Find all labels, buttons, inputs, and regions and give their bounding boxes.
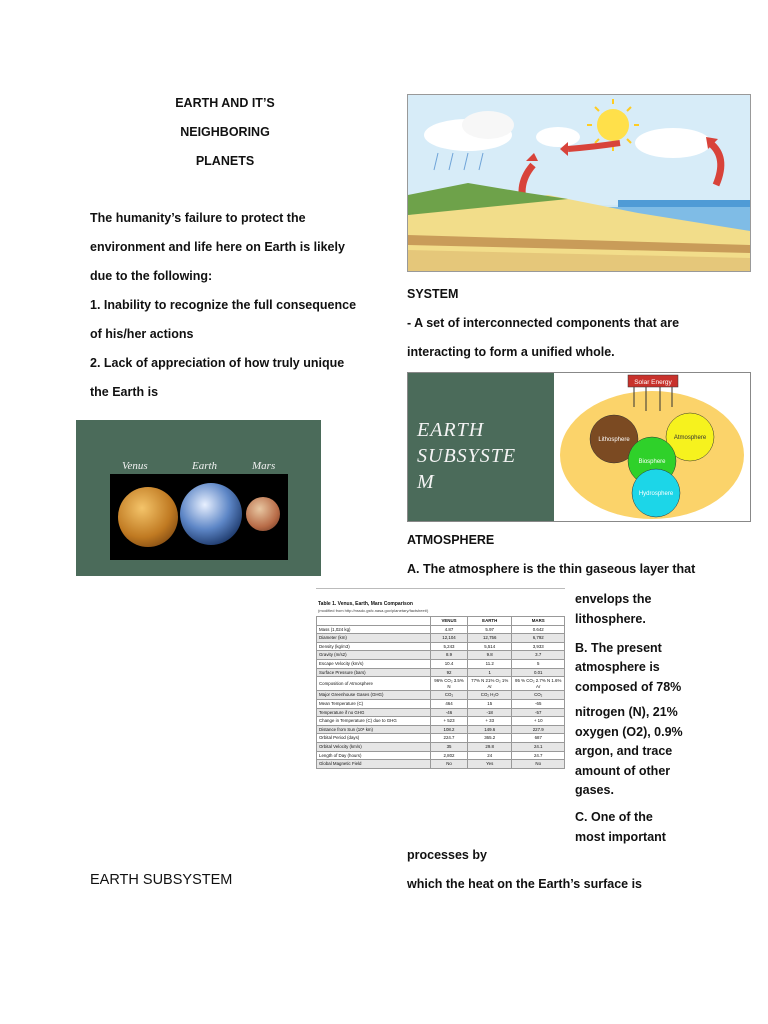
intro-line: of his/her actions bbox=[90, 327, 194, 341]
table-row bbox=[317, 677, 565, 691]
table-cell: 6,792 bbox=[512, 634, 565, 643]
earth-subsystem-heading: EARTH SUBSYSTEM bbox=[90, 872, 233, 888]
table-cell: 227.9 bbox=[512, 725, 565, 734]
system-heading: SYSTEM bbox=[407, 287, 459, 301]
table-cell: -57 bbox=[512, 708, 565, 717]
table-cell: 3.7 bbox=[512, 651, 565, 660]
table-cell: 8.9 bbox=[431, 651, 468, 660]
table-row bbox=[317, 659, 565, 668]
mars-label: Mars bbox=[252, 460, 276, 472]
table-cell: 5 bbox=[512, 659, 565, 668]
water-cycle-image bbox=[407, 94, 751, 272]
table-row-label: Escape Velocity (km/s) bbox=[317, 659, 431, 668]
earth-icon bbox=[180, 483, 242, 545]
table-header-cell: MARS bbox=[512, 617, 565, 626]
intro-paragraph bbox=[90, 211, 360, 400]
comparison-table bbox=[316, 616, 565, 769]
atmosphere-bottom-line-1: processes by bbox=[407, 848, 487, 862]
table-row bbox=[317, 651, 565, 660]
atmosphere-line: amount of other bbox=[575, 763, 671, 778]
table-row-label: Surface Pressure (bars) bbox=[317, 668, 431, 677]
subsystem-title bbox=[417, 417, 516, 495]
atmosphere-heading: ATMOSPHERE bbox=[407, 533, 495, 547]
venus-label: Venus bbox=[122, 460, 148, 472]
table-cell: 24.1 bbox=[512, 742, 565, 751]
table-cell: 15 bbox=[467, 699, 512, 708]
table-cell: -46 bbox=[431, 708, 468, 717]
table-row-label: Temperature if no GHG bbox=[317, 708, 431, 717]
earth-label: Earth bbox=[192, 460, 218, 472]
table-cell: 24 bbox=[467, 751, 512, 760]
intro-line: 2. Lack of appreciation of how truly unique bbox=[90, 356, 345, 370]
table-row bbox=[317, 751, 565, 760]
atmosphere-line: atmosphere is bbox=[575, 660, 660, 674]
table-cell: 5.97 bbox=[467, 625, 512, 634]
table-cell: 5,243 bbox=[431, 642, 468, 651]
intro-line: environment and life here on Earth is likely bbox=[90, 240, 345, 254]
atmosphere-line: lithosphere. bbox=[575, 611, 646, 626]
table-row-label: Major Greenhouse Gases (GHG) bbox=[317, 691, 431, 700]
table-row bbox=[317, 668, 565, 677]
atmosphere-line: most important bbox=[575, 829, 666, 844]
table-row-label: Mass (1,024 kg) bbox=[317, 625, 431, 634]
subsystem-title-line: SUBSYSTE bbox=[417, 445, 517, 467]
atmosphere-bottom-line-2: which the heat on the Earth’s surface is bbox=[407, 877, 643, 891]
table-cell: 149.6 bbox=[467, 725, 512, 734]
table-cell: 77% N 21% O₂ 1% Ar bbox=[467, 677, 512, 691]
table-cell: + 33 bbox=[467, 717, 512, 726]
subsystem-title-panel bbox=[408, 373, 554, 521]
table-cell: CO₂ H₂O bbox=[467, 691, 512, 700]
atmosphere-line: envelops the bbox=[575, 592, 652, 606]
table-subcaption: (modified from http://nssdc.gsfc.nasa.gov/planetary/factsheet/) bbox=[318, 608, 429, 613]
table-cell: 12,756 bbox=[467, 634, 512, 643]
water-cycle-illustration bbox=[408, 95, 750, 271]
table-row-label: Global Magnetic Field bbox=[317, 760, 431, 769]
table-row bbox=[317, 734, 565, 743]
table-body bbox=[317, 625, 565, 768]
table-cell: 29.8 bbox=[467, 742, 512, 751]
table-row bbox=[317, 691, 565, 700]
biosphere-label: Biosphere bbox=[638, 459, 666, 465]
intro-line: the Earth is bbox=[90, 385, 159, 399]
title-line-3: PLANETS bbox=[195, 154, 255, 168]
atmosphere-line: C. One of the bbox=[575, 810, 653, 824]
intro-line: due to the following: bbox=[90, 269, 213, 283]
table-cell: 9.8 bbox=[467, 651, 512, 660]
table-row-label: Orbital Period (days) bbox=[317, 734, 431, 743]
title-line-2: NEIGHBORING bbox=[180, 125, 270, 139]
table-caption: Table 1. Venus, Earth, Mars Comparison bbox=[318, 601, 413, 607]
table-header-cell bbox=[317, 617, 431, 626]
table-cell: 92 bbox=[431, 668, 468, 677]
table-row-label: Distance from Sun (10⁶ km) bbox=[317, 725, 431, 734]
table-row bbox=[317, 699, 565, 708]
table-header-row bbox=[317, 617, 565, 626]
table-row bbox=[317, 717, 565, 726]
table-cell: Yes bbox=[467, 760, 512, 769]
table-cell: No bbox=[431, 760, 468, 769]
table-row bbox=[317, 634, 565, 643]
table-row-label: Diameter (km) bbox=[317, 634, 431, 643]
table-cell: 1 bbox=[467, 668, 512, 677]
planet-comparison-table bbox=[316, 588, 565, 821]
planets-photo bbox=[110, 474, 288, 560]
table-header-cell: EARTH bbox=[467, 617, 512, 626]
subsystem-diagram bbox=[554, 373, 750, 521]
table-cell: 12,104 bbox=[431, 634, 468, 643]
table-cell: CO₂ bbox=[512, 691, 565, 700]
intro-line: The humanity’s failure to protect the bbox=[90, 211, 306, 225]
mars-icon bbox=[246, 497, 280, 531]
table-cell: 2,802 bbox=[431, 751, 468, 760]
table-row-label: Length of Day (hours) bbox=[317, 751, 431, 760]
atmosphere-right-text-1 bbox=[575, 592, 725, 695]
atmosphere-line: B. The present bbox=[575, 640, 662, 655]
table-cell: 687 bbox=[512, 734, 565, 743]
table-cell: 35 bbox=[431, 742, 468, 751]
table-cell: 0.01 bbox=[512, 668, 565, 677]
solar-energy-label: Solar Energy bbox=[634, 379, 672, 386]
table-header-cell: VENUS bbox=[431, 617, 468, 626]
table-cell: 95 % CO₂ 2.7% N 1.6% Ar bbox=[512, 677, 565, 691]
table-cell: 4.87 bbox=[431, 625, 468, 634]
atmosphere-sphere-label: Atmosphere bbox=[673, 435, 707, 441]
table-row-label: Density (kg/m3) bbox=[317, 642, 431, 651]
intro-line: 1. Inability to recognize the full consequence bbox=[90, 298, 357, 312]
table-row-label: Mean Temperature (C) bbox=[317, 699, 431, 708]
page-title bbox=[150, 96, 300, 169]
table-cell: 96% CO₂ 3.5% N bbox=[431, 677, 468, 691]
table-row bbox=[317, 708, 565, 717]
table-row bbox=[317, 642, 565, 651]
atmosphere-line: argon, and trace bbox=[575, 744, 673, 758]
planets-image bbox=[76, 420, 321, 576]
system-line: - A set of interconnected components that are bbox=[407, 316, 680, 330]
table-row-label: Gravity (m/s2) bbox=[317, 651, 431, 660]
atmosphere-line: oxygen (O2), 0.9% bbox=[575, 724, 683, 739]
table-row bbox=[317, 625, 565, 634]
table-cell: 365.2 bbox=[467, 734, 512, 743]
atmosphere-right-text-2 bbox=[575, 705, 725, 798]
atmosphere-line: composed of 78% bbox=[575, 679, 682, 694]
system-definition bbox=[407, 316, 737, 360]
table-row bbox=[317, 760, 565, 769]
table-cell: 11.2 bbox=[467, 659, 512, 668]
table-row bbox=[317, 742, 565, 751]
lithosphere-label: Lithosphere bbox=[598, 437, 630, 443]
system-line: interacting to form a unified whole. bbox=[407, 345, 615, 359]
table-cell: No bbox=[512, 760, 565, 769]
atmosphere-line: gases. bbox=[575, 783, 614, 797]
table-cell: 0.642 bbox=[512, 625, 565, 634]
earth-subsystem-image bbox=[407, 372, 751, 522]
table-cell: 3,933 bbox=[512, 642, 565, 651]
table-cell: CO₂ bbox=[431, 691, 468, 700]
title-line-1: EARTH AND IT’S bbox=[175, 96, 275, 110]
table-cell: 224.7 bbox=[431, 734, 468, 743]
table-cell: + 10 bbox=[512, 717, 565, 726]
venus-icon bbox=[118, 487, 178, 547]
table-row-label: Orbital Velocity (km/s) bbox=[317, 742, 431, 751]
atmosphere-line: nitrogen (N), 21% bbox=[575, 705, 678, 719]
subsystem-title-line: EARTH bbox=[417, 419, 485, 441]
table-row-label: Change in Temperature (C) due to GHG bbox=[317, 717, 431, 726]
table-cell: + 523 bbox=[431, 717, 468, 726]
table-cell: 108.2 bbox=[431, 725, 468, 734]
table-cell: 464 bbox=[431, 699, 468, 708]
atmosphere-right-text-3 bbox=[575, 810, 725, 845]
atmosphere-line-a: A. The atmosphere is the thin gaseous layer that bbox=[407, 562, 696, 576]
hydrosphere-label: Hydrosphere bbox=[638, 491, 674, 497]
table-cell: 24.7 bbox=[512, 751, 565, 760]
subsystem-title-line: M bbox=[417, 471, 435, 493]
table-row-label: Composition of Atmosphere bbox=[317, 677, 431, 691]
table-row bbox=[317, 725, 565, 734]
table-cell: -65 bbox=[512, 699, 565, 708]
table-cell: 10.4 bbox=[431, 659, 468, 668]
table-cell: 5,514 bbox=[467, 642, 512, 651]
table-cell: -18 bbox=[467, 708, 512, 717]
